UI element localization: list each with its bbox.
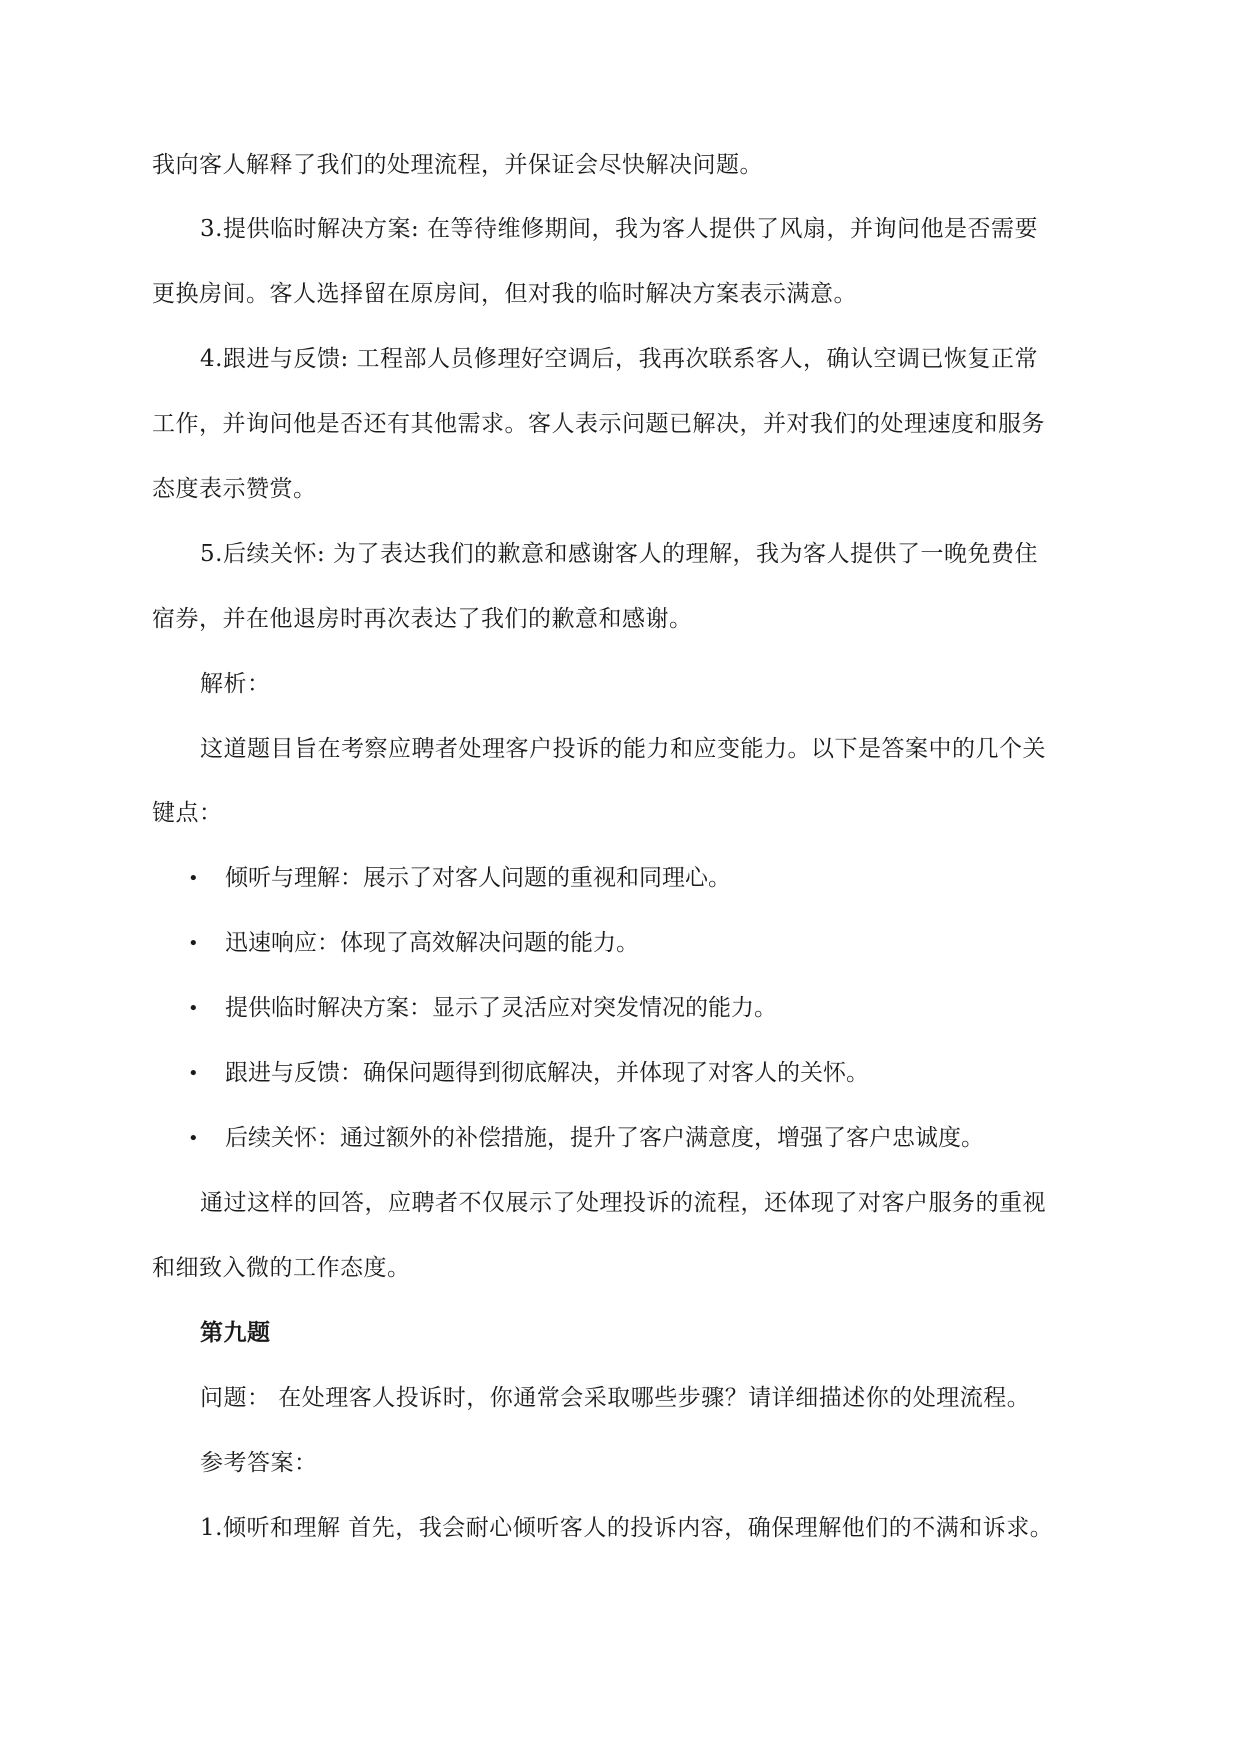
bullet-icon: •: [188, 1128, 199, 1149]
text-line: 和细致入微的工作态度。: [152, 1255, 411, 1281]
list-item: [188, 1123, 1088, 1154]
text-line: 更换房间。客人选择留在原房间，但对我的临时解决方案表示满意。: [152, 281, 857, 307]
question-text: 问题： 在处理客人投诉时，你通常会采取哪些步骤？请详细描述你的处理流程。: [200, 1385, 1031, 1411]
bullet-icon: •: [188, 933, 199, 954]
list-item-text: 跟进与反馈：确保问题得到彻底解决，并体现了对客人的关怀。: [225, 1060, 869, 1086]
section-title: 第九题: [200, 1319, 271, 1346]
bullet-icon: •: [188, 868, 199, 889]
list-item: [188, 993, 1088, 1024]
list-item-text: 后续关怀：通过额外的补偿措施，提升了客户满意度，增强了客户忠诚度。: [225, 1125, 984, 1151]
text-line: 我向客人解释了我们的处理流程，并保证会尽快解决问题。: [152, 152, 763, 178]
list-item: [188, 928, 1088, 959]
text-line: 4.跟进与反馈: 工程部人员修理好空调后，我再次联系客人，确认空调已恢复正常: [200, 346, 1039, 372]
text-line: 宿券，并在他退房时再次表达了我们的歉意和感谢。: [152, 606, 693, 632]
text-line: 5.后续关怀: 为了表达我们的歉意和感谢客人的理解，我为客人提供了一晚免费住: [200, 541, 1039, 567]
list-item-text: 迅速响应：体现了高效解决问题的能力。: [225, 930, 639, 956]
bullet-icon: •: [188, 1063, 199, 1084]
text-line: 工作，并询问他是否还有其他需求。客人表示问题已解决，并对我们的处理速度和服务: [152, 411, 1045, 437]
list-item-text: 提供临时解决方案：显示了灵活应对突发情况的能力。: [225, 995, 777, 1021]
bullet-icon: •: [188, 998, 199, 1019]
list-item: [188, 863, 1088, 894]
text-line: 3.提供临时解决方案: 在等待维修期间，我为客人提供了风扇，并询问他是否需要: [200, 216, 1039, 242]
text-line: 通过这样的回答，应聘者不仅展示了处理投诉的流程，还体现了对客户服务的重视: [200, 1190, 1046, 1216]
answer-label: 参考答案：: [200, 1450, 318, 1476]
text-line: 这道题目旨在考察应聘者处理客户投诉的能力和应变能力。以下是答案中的几个关: [200, 736, 1046, 762]
text-line: 键点：: [152, 800, 223, 826]
answer-line: 1.倾听和理解 首先，我会耐心倾听客人的投诉内容，确保理解他们的不满和诉求。: [200, 1515, 1054, 1541]
list-item: [188, 1058, 1088, 1089]
text-line: 态度表示赞赏。: [152, 476, 317, 502]
list-item-text: 倾听与理解：展示了对客人问题的重视和同理心。: [225, 865, 731, 891]
text-line: 解析：: [200, 671, 271, 697]
